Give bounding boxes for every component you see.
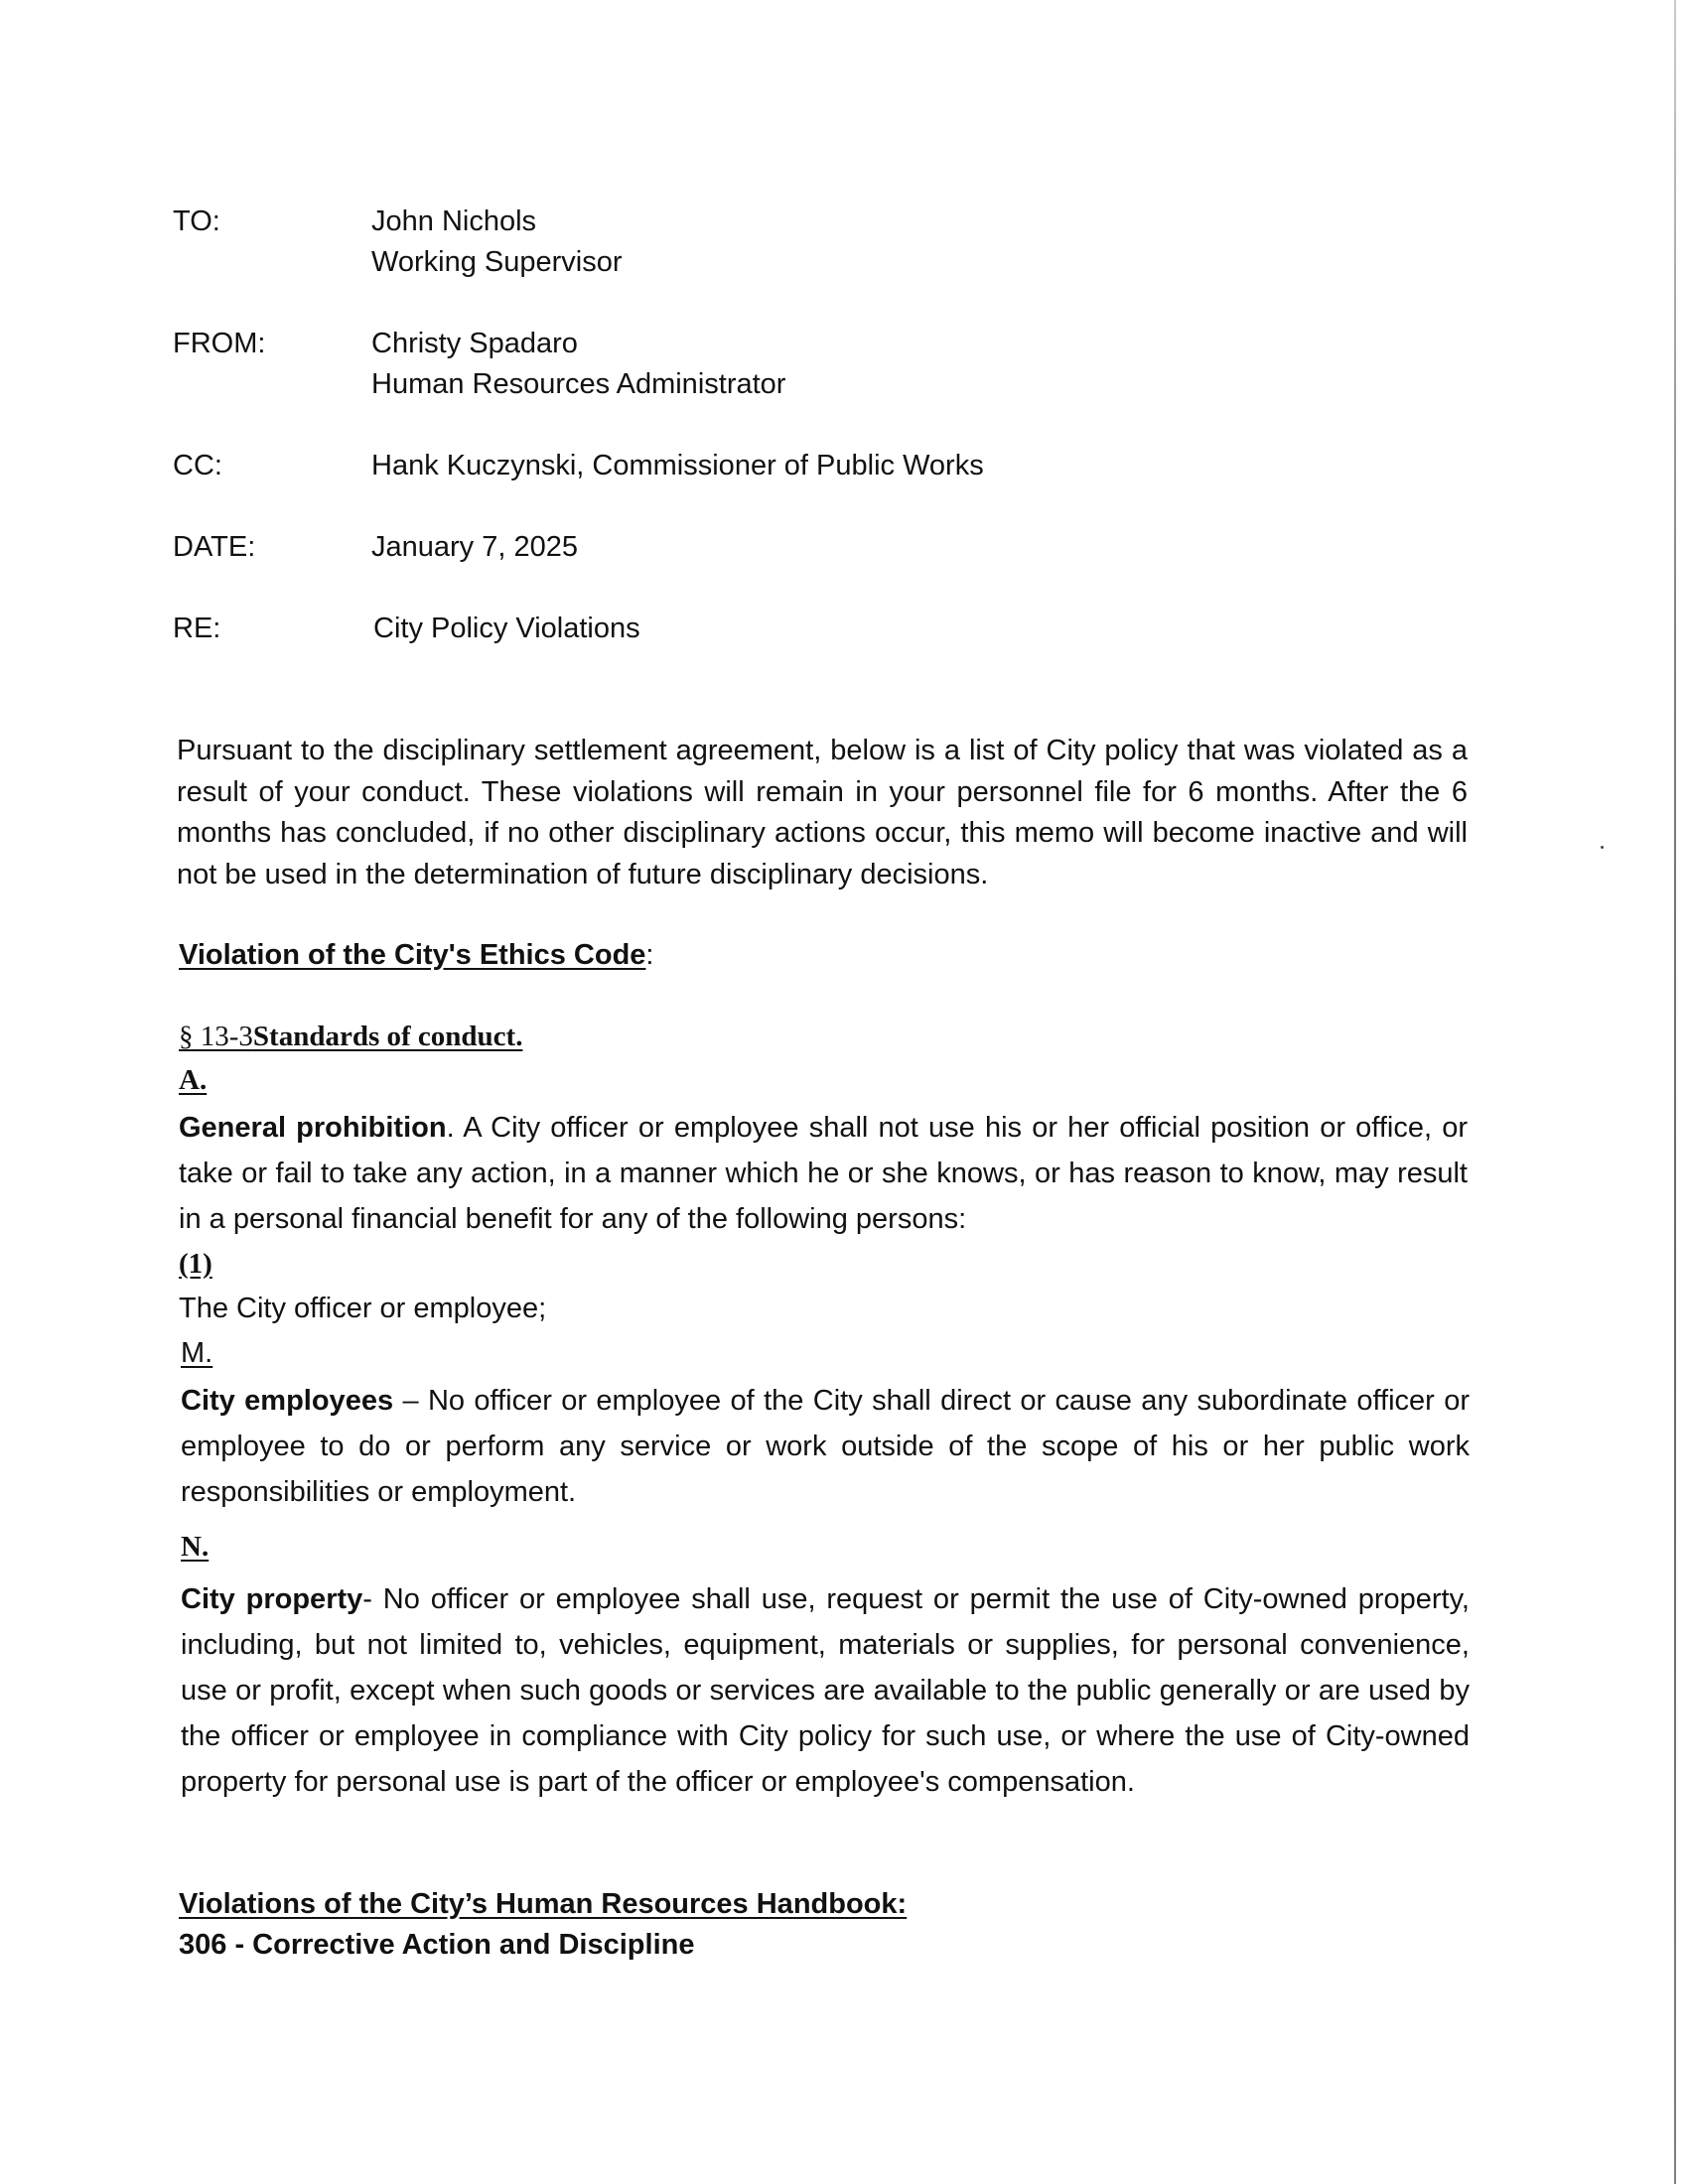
item-m-marker: M. [181, 1337, 213, 1369]
from-label: FROM: [173, 328, 266, 359]
cc-label: CC: [173, 450, 222, 481]
item-m-text [181, 1378, 1470, 1515]
item-1-text: The City officer or employee; [179, 1293, 547, 1324]
section-heading [179, 1017, 522, 1057]
ethics-heading-colon: : [645, 939, 654, 971]
re-value: City Policy Violations [373, 613, 640, 644]
item-1-marker: (1) [179, 1248, 212, 1280]
re-label: RE: [173, 613, 221, 644]
item-a-text [179, 1105, 1468, 1242]
scan-edge-line [1674, 0, 1676, 2184]
to-label: TO: [173, 205, 220, 237]
date-label: DATE: [173, 531, 256, 563]
section-title: Standards of conduct. [252, 1021, 523, 1052]
item-m-body: – No officer or employee of the City shall direct or cause any subordinate officer or employee to do or perform any service or work outside of the scope of his or her public work responsibilities or employment. [181, 1385, 1470, 1508]
hr-heading: Violations of the City’s Human Resources Handbook: [179, 1888, 908, 1920]
ethics-heading: Violation of the City's Ethics Code [179, 939, 646, 971]
scan-speck [1601, 846, 1604, 849]
item-n-body: - No officer or employee shall use, request or permit the use of City-owned property, including, but not limited to, vehicles, equipment, materials or supplies, for personal convenience, use or profit, except when such goods or services are available to the public generally or are used by the officer or employee in compliance with City policy for such use, or where the use of City-owned property for personal use is part of the officer or employee's compensation. [181, 1583, 1470, 1798]
to-name: John Nichols [371, 205, 537, 237]
item-a-term: General prohibition [179, 1112, 447, 1144]
item-n-term: City property [181, 1583, 363, 1615]
date-value: January 7, 2025 [371, 531, 578, 563]
to-title: Working Supervisor [371, 246, 623, 278]
item-n-text [181, 1576, 1470, 1805]
from-name: Christy Spadaro [371, 328, 578, 359]
hr-policy: 306 - Corrective Action and Discipline [179, 1929, 695, 1961]
item-n-marker: N. [181, 1531, 210, 1563]
item-m-term: City employees [181, 1385, 394, 1417]
item-a-marker: A. [179, 1064, 208, 1096]
from-title: Human Resources Administrator [371, 368, 786, 400]
section-number: § 13-3 [179, 1021, 253, 1052]
item-a-body: . A City officer or employee shall not use his or her official position or office, or take or fail to take any action, in a manner which he or she knows, or has reason to know, may result in a personal financial benefit for any of the following persons: [179, 1112, 1468, 1235]
cc-value: Hank Kuczynski, Commissioner of Public Works [371, 450, 984, 481]
ethics-heading-line [179, 935, 653, 976]
intro-paragraph: Pursuant to the disciplinary settlement agreement, below is a list of City policy that was violated as a result of your conduct. These violations will remain in your personnel file for 6 months. After the 6 months has concluded, if no other disciplinary actions occur, this memo will become inactive and will not be used in the determination of future disciplinary decisions. [177, 735, 1468, 890]
